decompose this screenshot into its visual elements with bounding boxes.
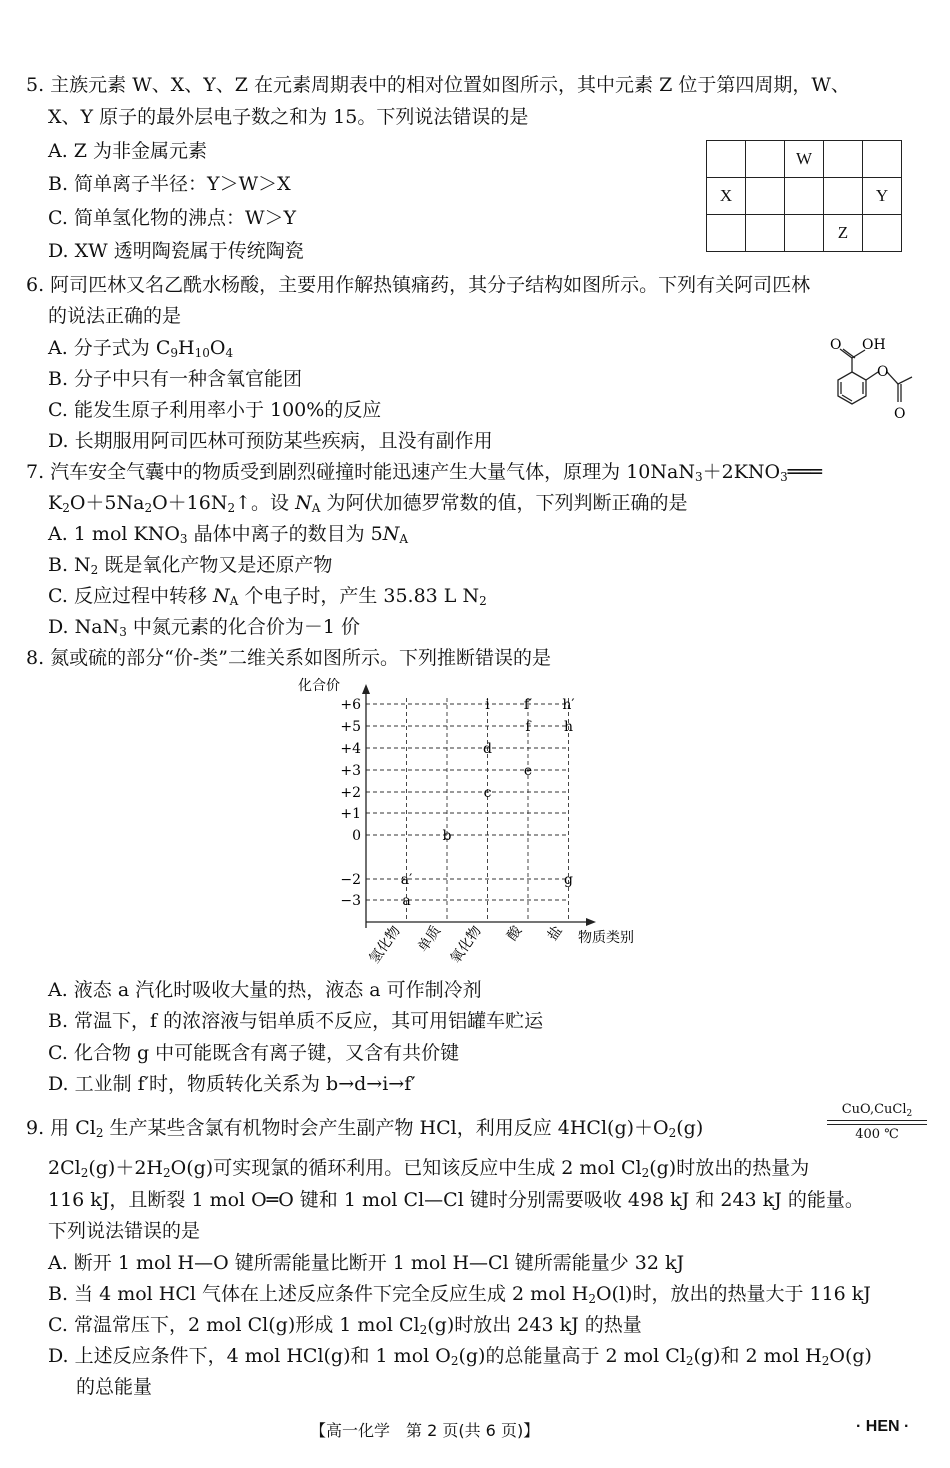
table-cell <box>785 215 824 252</box>
q9-option-c: C. 常温常压下，2 mol Cl(g)形成 1 mol $Cl_2(g)$时放出 243 kJ 的热量 <box>48 1314 642 1337</box>
q6-option-c: C. 能发生原子利用率小于 100%的反应 <box>48 399 382 421</box>
point-label: g <box>564 872 573 888</box>
y-tick-label: +5 <box>340 719 361 735</box>
x-tick-label: 氢化物 <box>366 923 404 967</box>
table-cell <box>746 178 785 215</box>
y-tick-label: +3 <box>340 763 361 779</box>
q5-stem-line1: 5. 主族元素 W、X、Y、Z 在元素周期表中的相对位置如图所示，其中元素 Z 位于第四周期，W、 <box>26 74 850 96</box>
point-label: c <box>483 785 492 801</box>
y-tick-label: 0 <box>352 828 361 844</box>
q6-option-b: B. 分子中只有一种含氧官能团 <box>48 368 303 390</box>
y-tick-label: +6 <box>340 697 361 713</box>
q7-option-a: A. 1 mol $KNO_3$ 晶体中离子的数目为 $5N_A$ <box>48 523 409 546</box>
q6-option-a: A. 分子式为 $C_9H_{10}O_4$ <box>48 337 234 360</box>
q6-stem-line2: 的说法正确的是 <box>48 305 182 327</box>
point-label: f′ <box>523 697 533 713</box>
mol-carbonyl-o: O <box>830 337 842 353</box>
table-cell <box>785 178 824 215</box>
q6-stem-line1: 6. 阿司匹林又名乙酰水杨酸，主要用作解热镇痛药，其分子结构如图所示。下列有关阿司匹林 <box>26 274 811 296</box>
point-label: a′ <box>400 872 413 888</box>
q7-stem-line2: $K_2O+5Na_2O+16N_2↑$。设 $N_A$ 为阿伏加德罗常数的值，下列判断正确的是 <box>48 492 688 515</box>
y-tick-label: −2 <box>340 872 361 888</box>
condition-temperature: 400 ℃ <box>855 1127 899 1142</box>
q5-option-d: D. XW 透明陶瓷属于传统陶瓷 <box>48 240 304 262</box>
point-label: f <box>525 719 531 735</box>
equals-sign <box>827 1120 927 1125</box>
y-axis-arrow <box>362 684 370 694</box>
y-tick-label: −3 <box>340 893 361 909</box>
q7-option-d: D. NaN$_3$ 中氮元素的化合价为－1 价 <box>48 616 361 639</box>
valence-class-chart <box>290 672 670 972</box>
q5-option-c: C. 简单氢化物的沸点：W＞Y <box>48 207 297 229</box>
y-tick-label: +1 <box>340 806 361 822</box>
table-cell: Y <box>863 178 902 215</box>
q8-option-d: D. 工业制 f′时，物质转化关系为 b→d→i→f′ <box>48 1073 416 1095</box>
table-cell <box>746 215 785 252</box>
x-tick-label: 氧化物 <box>447 923 485 967</box>
q9-stem-line1: 9. 用 $Cl_2$ 生产某些含氯有机物时会产生副产物 HCl，利用反应 $4HCl(g)+O_2(g)$ <box>26 1117 704 1140</box>
q7-option-c: C. 反应过程中转移 $N_A$ 个电子时，产生 35.83 L $N_2$ <box>48 585 487 608</box>
q8-option-a: A. 液态 a 汽化时吸收大量的热，液态 a 可作制冷剂 <box>48 979 482 1001</box>
reaction-condition <box>827 1102 927 1143</box>
q9-option-a: A. 断开 1 mol H—O 键所需能量比断开 1 mol H—Cl 键所需能量少 32 kJ <box>48 1252 685 1274</box>
x-tick-label: 单质 <box>415 923 445 956</box>
table-cell <box>746 141 785 178</box>
aspirin-structure <box>818 330 928 426</box>
q5-option-a: A. Z 为非金属元素 <box>48 140 208 162</box>
y-axis-label: 化合价 <box>298 678 340 694</box>
q9-stem-line4: 下列说法错误的是 <box>48 1220 201 1242</box>
q9-stem-line3: 116 kJ，且断裂 1 mol O═O 键和 1 mol Cl—Cl 键时分别需要吸收 498 kJ 和 243 kJ 的能量。 <box>48 1189 864 1211</box>
condition-catalyst: CuO,CuCl$_2$ <box>841 1102 913 1119</box>
x-axis-label: 物质类别 <box>578 930 634 946</box>
table-cell <box>707 215 746 252</box>
q9-option-d: D. 上述反应条件下，4 mol HCl(g)和 1 mol $O_2(g)$的总能量高于 2 mol $Cl_2(g)$和 2 mol $H_2O(g)$ <box>48 1345 872 1368</box>
q9-stem-line2: $2Cl_2(g)+2H_2O(g)$可实现氯的循环利用。已知该反应中生成 2 mol $Cl_2(g)$时放出的热量为 <box>48 1157 810 1180</box>
table-cell <box>863 215 902 252</box>
y-tick-label: +4 <box>340 741 361 757</box>
mol-acetyl-o: O <box>894 406 906 422</box>
footer-page-info: 【高一化学 第 2 页(共 6 页)】 <box>310 1421 540 1440</box>
table-cell <box>863 141 902 178</box>
point-label: i <box>485 697 490 713</box>
q8-option-b: B. 常温下，f 的浓溶液与铝单质不反应，其可用铝罐车贮运 <box>48 1010 544 1032</box>
table-cell: W <box>785 141 824 178</box>
point-label: h′ <box>562 697 575 713</box>
q8-option-c: C. 化合物 g 中可能既含有离子键，又含有共价键 <box>48 1042 460 1064</box>
table-cell <box>707 141 746 178</box>
q6-option-d: D. 长期服用阿司匹林可预防某些疾病，且没有副作用 <box>48 430 493 452</box>
point-label: e <box>523 763 533 779</box>
q5-option-b: B. 简单离子半径：Y＞W＞X <box>48 173 291 195</box>
mol-ester-o: O <box>877 364 889 380</box>
q9-option-b: B. 当 4 mol HCl 气体在上述反应条件下完全反应生成 2 mol $H_2O(l)$时，放出的热量大于 116 kJ <box>48 1283 871 1306</box>
table-cell: Z <box>824 215 863 252</box>
point-label: d <box>483 741 492 757</box>
q7-stem-line1: 7. 汽车安全气囊中的物质受到剧烈碰撞时能迅速产生大量气体，原理为 $10NaN_3+2KNO_3═══$ <box>26 461 823 484</box>
point-label: a <box>402 893 411 909</box>
footer-code: · HEN · <box>856 1418 910 1435</box>
table-cell: X <box>707 178 746 215</box>
x-tick-label: 盐 <box>544 923 566 944</box>
mol-hydroxyl: OH <box>862 337 886 353</box>
x-axis-arrow <box>586 918 596 926</box>
table-cell <box>824 141 863 178</box>
q8-stem: 8. 氮或硫的部分“价-类”二维关系如图所示。下列推断错误的是 <box>26 647 552 669</box>
periodic-table-fragment <box>706 140 902 252</box>
y-tick-label: +2 <box>340 785 361 801</box>
point-label: h <box>563 719 574 735</box>
point-label: b <box>442 828 452 844</box>
x-tick-label: 酸 <box>504 923 526 944</box>
q7-option-b: B. $N_2$ 既是氧化产物又是还原产物 <box>48 554 333 577</box>
table-cell <box>824 178 863 215</box>
q9-option-d-line2: 的总能量 <box>76 1376 153 1398</box>
q5-stem-line2: X、Y 原子的最外层电子数之和为 15。下列说法错误的是 <box>48 106 529 128</box>
